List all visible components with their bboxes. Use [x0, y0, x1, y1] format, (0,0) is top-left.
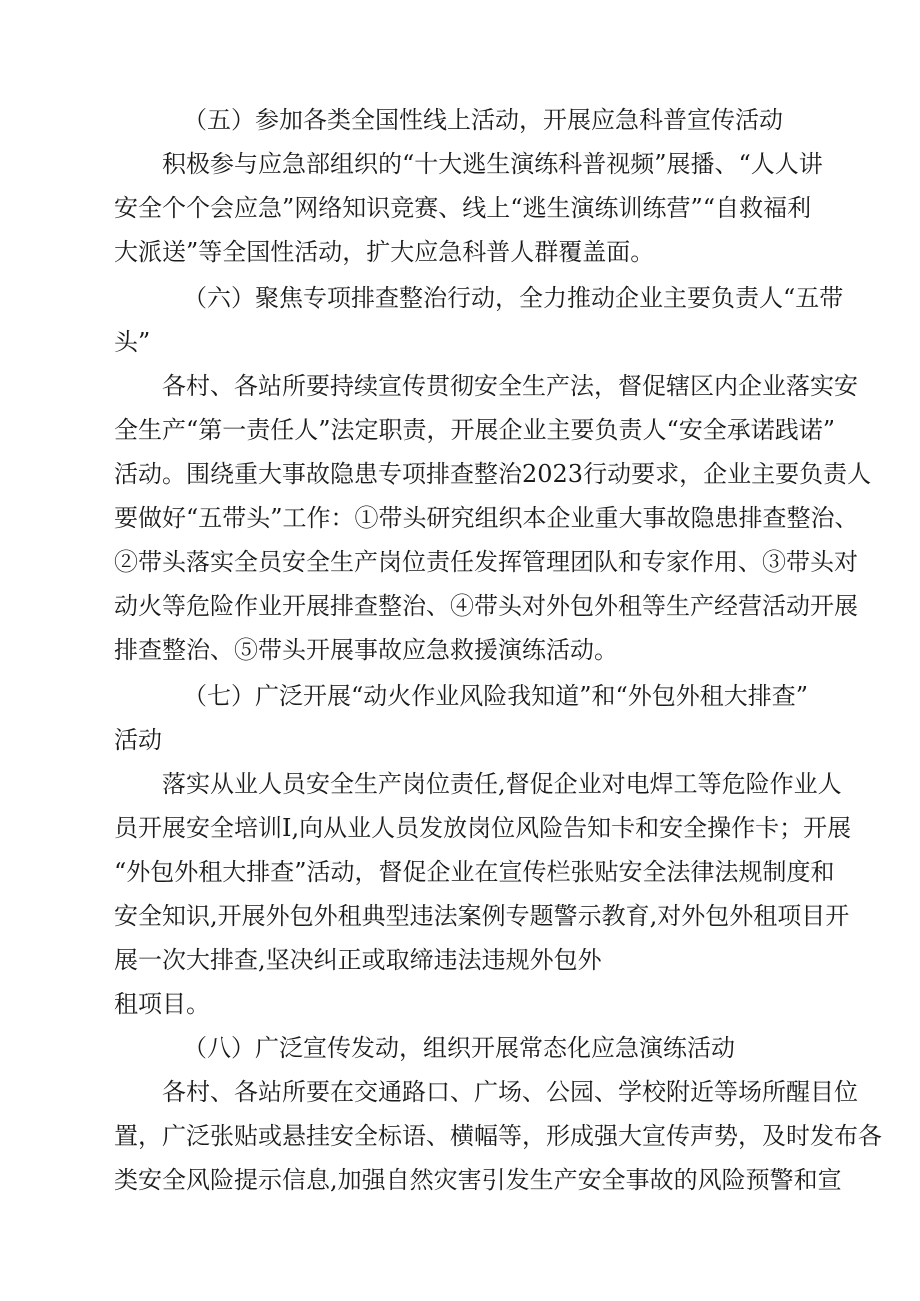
section-heading-5: （五）参加各类全国性线上活动，开展应急科普宣传活动: [183, 106, 783, 134]
body-line: 全生产“第一责任人”法定职责，开展企业主要负责人“安全承诺践诺”: [114, 416, 836, 444]
body-line: 动火等危险作业开展排查整治、④带头对外包外租等生产经营活动开展: [114, 592, 858, 620]
body-line: 排查整治、⑤带头开展事故应急救援演练活动。: [114, 636, 618, 664]
body-line: 活动。围绕重大事故隐患专项排查整治2023行动要求，企业主要负责人: [114, 460, 872, 488]
body-line: ②带头落实全员安全生产岗位责任发挥管理团队和专家作用、③带头对: [114, 548, 858, 576]
body-line: “外包外租大排查”活动，督促企业在宣传栏张贴安全法律法规制度和: [114, 858, 835, 886]
section-heading-8: （八）广泛宣传发动，组织开展常态化应急演练活动: [183, 1034, 735, 1062]
body-line: 落实从业人员安全生产岗位责任,督促企业对电焊工等危险作业人: [162, 770, 842, 798]
section-heading-6: （六）聚焦专项排查整治行动，全力推动企业主要负责人“五带: [183, 284, 844, 312]
body-line: 安全知识,开展外包外租典型违法案例专题警示教育,对外包外租项目开: [114, 902, 850, 930]
body-line: 各村、各站所要持续宣传贯彻安全生产法，督促辖区内企业落实安: [162, 372, 858, 400]
body-line: 大派送”等全国性活动，扩大应急科普人群覆盖面。: [114, 238, 655, 266]
body-line: 租项目。: [114, 990, 210, 1018]
section-heading-7: （七）广泛开展“动火作业风险我知道”和“外包外租大排查”: [183, 682, 809, 710]
body-line: 安全个个会应急”网络知识竞赛、线上“逃生演练训练营”“自救福利: [114, 194, 812, 222]
body-line: 员开展安全培训I,向从业人员发放岗位风险告知卡和安全操作卡；开展: [114, 814, 852, 842]
body-line: 积极参与应急部组织的“十大逃生演练科普视频”展播、“人人讲: [162, 150, 823, 178]
body-line: 置，广泛张贴或悬挂安全标语、横幅等，形成强大宣传声势，及时发布各: [114, 1122, 882, 1150]
body-line: 类安全风险提示信息,加强自然灾害引发生产安全事故的风险预警和宣: [114, 1166, 842, 1194]
body-line: 展一次大排查,坚决纠正或取缔违法违规外包外: [114, 946, 602, 974]
section-heading-7-cont: 活动: [114, 726, 162, 754]
section-heading-6-cont: 头”: [114, 328, 151, 356]
body-line: 要做好“五带头”工作：①带头研究组织本企业重大事故隐患排查整治、: [114, 504, 859, 532]
body-line: 各村、各站所要在交通路口、广场、公园、学校附近等场所醒目位: [162, 1078, 858, 1106]
